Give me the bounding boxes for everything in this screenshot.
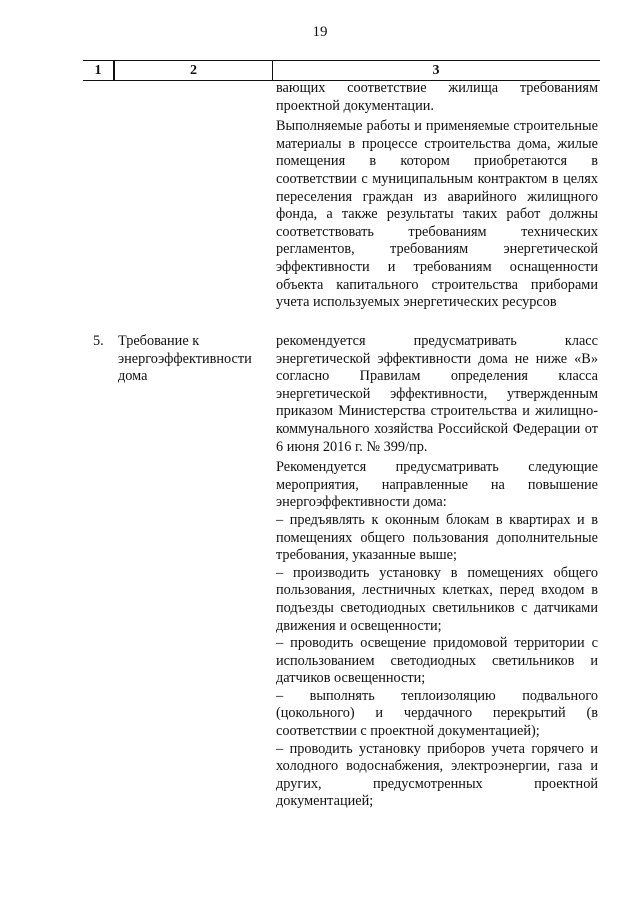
paragraph: рекомендуется предусматривать класс энергетической эффективности дома не ниже «В» согласно Правилам определения класса энергетической эффективности, утвержденным приказом Министерства строительства и жилищно-коммунального хозяйства Российской Федерации от 6 июня 2016 г. № 399/пр. [276,333,598,455]
list-item: – проводить освещение придомовой территории с использованием светодиодных светильников и датчиков освещенности; [276,635,598,687]
page-number: 19 [312,24,328,40]
table-header [83,60,600,81]
row-5-content [276,333,598,811]
row-number: 5. [93,333,104,349]
paragraph: Рекомендуется предусматривать следующие мероприятия, направленные на повышение энергоэффективности дома: [276,459,598,511]
header-col-3: 3 [432,63,440,78]
row-title: Требование к энергоэффективности дома [118,333,252,385]
list-item: – производить установку в помещениях общего пользования, лестничных клетках, перед входом в подъезды светодиодных светильников с датчиками движения и освещенности; [276,564,598,634]
paragraph: вающих соответствие жилища требованиям проектной документации. [276,80,598,114]
list-item: – проводить установку приборов учета горячего и холодного водоснабжения, электроэнергии, газа и других, предусмотренных проектной документацией; [276,740,598,810]
header-col-1: 1 [83,61,114,80]
header-col-2: 2 [114,61,273,80]
list-item: – выполнять теплоизоляцию подвального (цокольного) и чердачного перекрытий (в соответствии с проектной документацией); [276,687,598,740]
paragraph: Выполняемые работы и применяемые строительные материалы в процессе строительства дома, жилые помещения в котором приобретаются в соответствии с муниципальным контрактом в целях переселения граждан из аварийного жилищного фонда, а также результаты таких работ должны соответствовать требованиям технических регламентов, требованиям энергетической эффективности и требованиям оснащенности объекта капитального строительства приборами учета используемых энергетических ресурсов [276,118,598,311]
previous-row-content [276,80,598,312]
list-item: – предъявлять к оконным блокам в квартирах и в помещениях общего пользования дополнительные требования, указанные выше; [276,511,598,564]
